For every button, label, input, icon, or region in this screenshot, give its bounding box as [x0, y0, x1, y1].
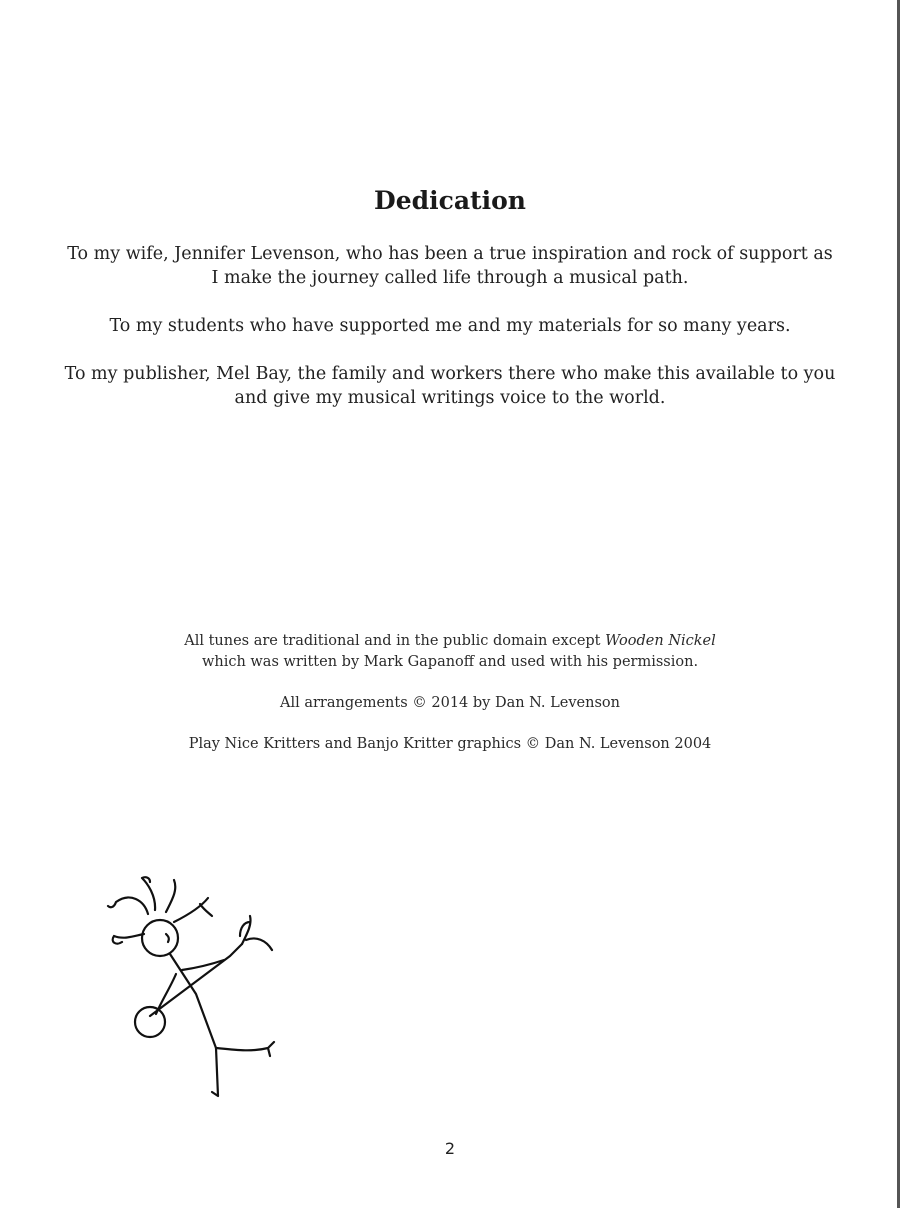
banjo-peghead — [240, 916, 272, 950]
graphics-copyright: Play Nice Kritters and Banjo Kritter graphics © Dan N. Levenson 2004 — [188, 736, 712, 752]
arrangements-copyright: All arrangements © 2014 by Dan N. Levenson — [280, 695, 620, 711]
dedication-students: To my students who have supported me and my materials for so many years. — [109, 316, 791, 336]
dedication-wife-line2: I make the journey called life through a musical path. — [211, 268, 689, 288]
banjo-kritter-icon — [100, 870, 290, 1110]
dedication-publisher — [40, 362, 860, 410]
kritter-leg — [212, 1048, 218, 1096]
banjo-head — [135, 1007, 165, 1037]
dedication-wife — [40, 242, 860, 290]
copyright-notes — [100, 631, 800, 775]
page-number: 2 — [444, 1139, 456, 1158]
dedication-publisher-line1: To my publisher, Mel Bay, the family and workers there who make this available to you — [64, 364, 836, 384]
tune-title: Wooden Nickel — [605, 633, 716, 649]
kritter-leg — [216, 1042, 274, 1056]
kritter-hair — [174, 898, 212, 922]
kritter-hair — [108, 898, 148, 914]
dedication-publisher-line2: and give my musical writings voice to the world. — [234, 388, 666, 408]
dedication-wife-line1: To my wife, Jennifer Levenson, who has been a true inspiration and rock of support as — [67, 244, 833, 264]
kritter-arm — [156, 974, 176, 1014]
dedication-text — [40, 242, 860, 434]
page-title: Dedication — [374, 186, 526, 215]
tunes-note-line2: which was written by Mark Gapanoff and used with his permission. — [201, 654, 699, 670]
kritter-head — [142, 920, 178, 956]
kritter-eye — [166, 934, 169, 942]
tunes-note-prefix: All tunes are traditional and in the public domain except — [184, 633, 606, 649]
tunes-note — [100, 631, 800, 673]
kritter-hair — [166, 880, 175, 912]
kritter-hair — [113, 934, 144, 944]
